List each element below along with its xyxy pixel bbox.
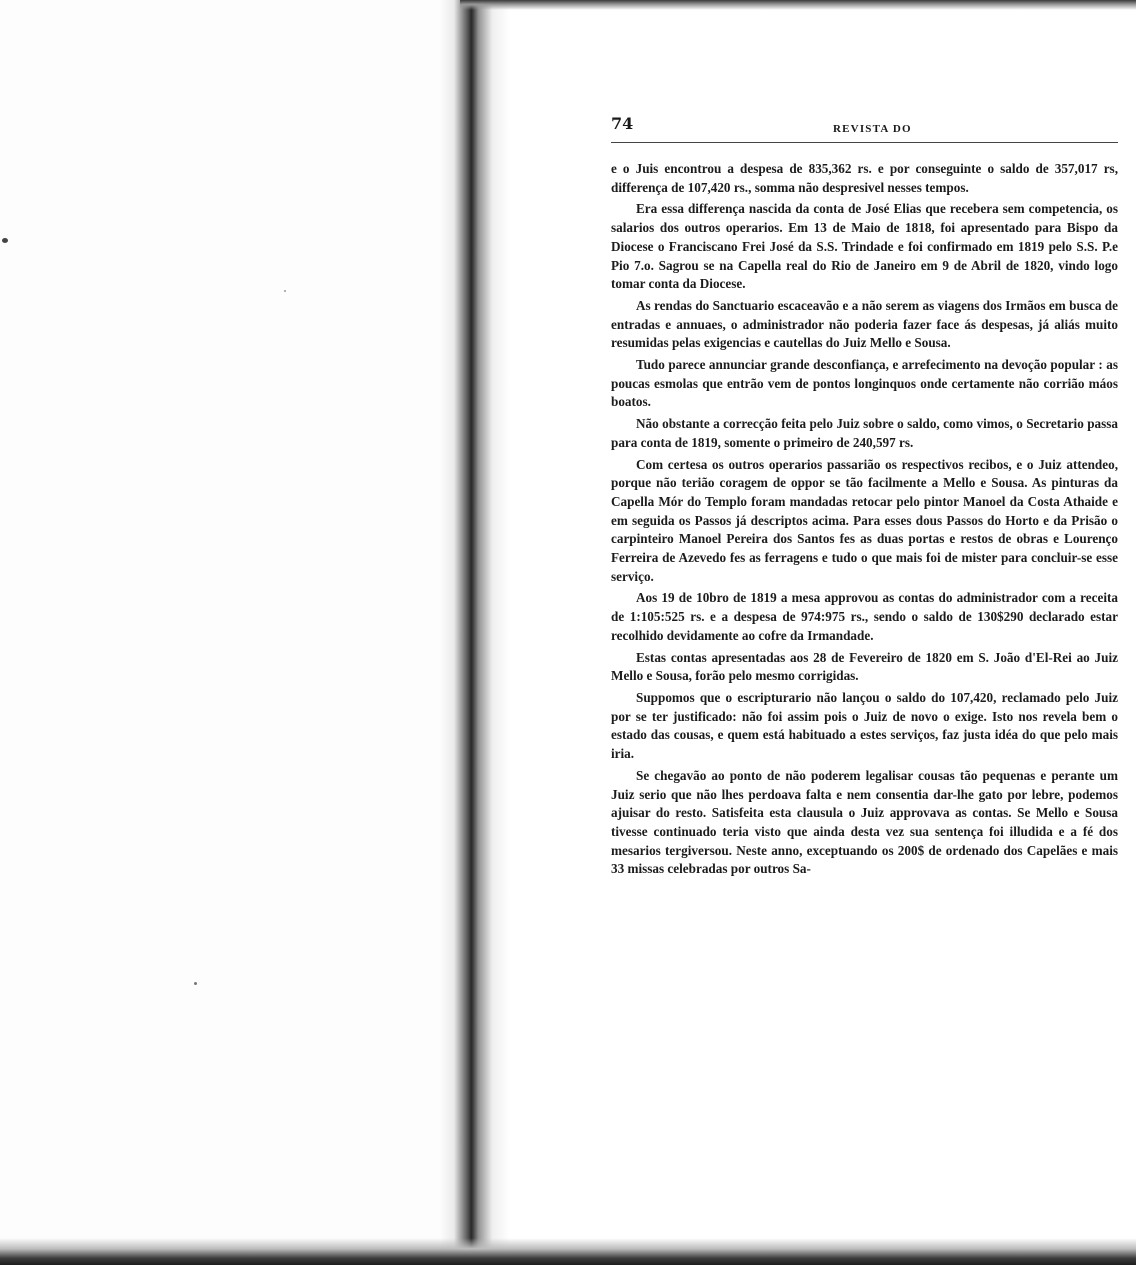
page-top-edge-shadow [460, 0, 1136, 10]
paragraph: Aos 19 de 10bro de 1819 a mesa approvou as contas do administrador com a receita de 1:105:525 rs. e a despesa de 974:975 rs., sendo o saldo de 130$290 declarado estar recolhido devidamente ao cofre da Irmandade. [611, 590, 1118, 643]
page-bottom-edge-shadow [0, 1238, 1136, 1265]
book-spine-gutter [440, 0, 510, 1265]
paragraph: Não obstante a correcção feita pelo Juiz sobre o saldo, como vimos, o Secretario passa para conta de 1819, somente o primeiro de 240,597 rs. [611, 416, 1118, 450]
ink-speck [284, 290, 286, 292]
ink-speck [2, 238, 8, 243]
header-rule [611, 142, 1118, 143]
paragraph: Era essa differença nascida da conta de José Elias que recebera sem competencia, os salarios dos outros operarios. Em 13 de Maio de 1818, foi apresentado para Bispo da Diocese o Franciscano Frei José da S.S. Trindade e foi confirmado em 1819 pelo S.S. P.e Pio 7.o. Sagrou se na Capella real do Rio de Janeiro em 9 de Abril de 1820, vindo logo tomar conta da Diocese. [611, 201, 1118, 292]
paragraph: Suppomos que o escripturario não lançou o saldo do 107,420, reclamado pelo Juiz por se ter justificado: não foi assim pois o Juiz de novo o exige. Isto nos revela bem o estado das cousas, e quem está habituado a estes serviços, faz justa idéa do que pelo mais iria. [611, 689, 1118, 762]
paragraph: As rendas do Sanctuario escaceavão e a não serem as viagens dos Irmãos em busca de entradas e annuaes, o administrador não poderia fazer face ás despesas, já aliás muito resumidas pelas exigencias e cautellas do Juiz Mello e Sousa. [611, 297, 1118, 351]
paragraph: Estas contas apresentadas aos 28 de Fevereiro de 1820 em S. João d'El-Rei ao Juiz Mello e Sousa, forão pelo mesmo corrigidas. [611, 649, 1118, 684]
page-number: 74 [611, 114, 634, 133]
page-header [611, 114, 1118, 140]
ink-speck [194, 982, 197, 985]
paragraph: Se chegavão ao ponto de não poderem legalisar cousas tão pequenas e perante um Juiz serio que não lhes perdoava falta e nem consentia dar-lhe gato por lebre, podemos ajuisar do resto. Satisfeita esta clausula o Juiz approvava as contas. Se Mello e Sousa tivesse continuado teria visto que ainda desta vez sua sentença foi illudida e a fé dos mesarios tergiversou. Neste anno, exceptuando os 200$ de ordenado dos Capelães e mais 33 missas celebradas por outros Sa- [611, 767, 1118, 877]
left-blank-page [0, 0, 470, 1265]
body-text [611, 160, 1118, 882]
running-title: REVISTA DO [833, 123, 912, 135]
paragraph: Com certesa os outros operarios passarião os respectivos recibos, e o Juiz attendeo, porque não terião coragem de oppor se tão facilmente a Mello e Sousa. As pinturas da Capella Mór do Templo foram mandadas retocar pelo pintor Manoel da Costa Athaide e em seguida os Passos já descriptos acima. Para esses dous Passos do Horto e da Prisão o carpinteiro Manoel Pereira dos Santos fes as duas portas e restos de obras e Lourenço Ferreira de Azevedo fes as ferragens e tudo o que mais foi de mister para concluir-se esse serviço. [611, 456, 1118, 584]
paragraph: e o Juis encontrou a despesa de 835,362 rs. e por conseguinte o saldo de 357,017 rs, differença de 107,420 rs., somma não despresivel nesses tempos. [611, 161, 1118, 195]
paragraph: Tudo parece annunciar grande desconfiança, e arrefecimento na devoção popular : as poucas esmolas que entrão vem de pontos longinquos onde certamente não corrião máos boatos. [611, 357, 1118, 410]
